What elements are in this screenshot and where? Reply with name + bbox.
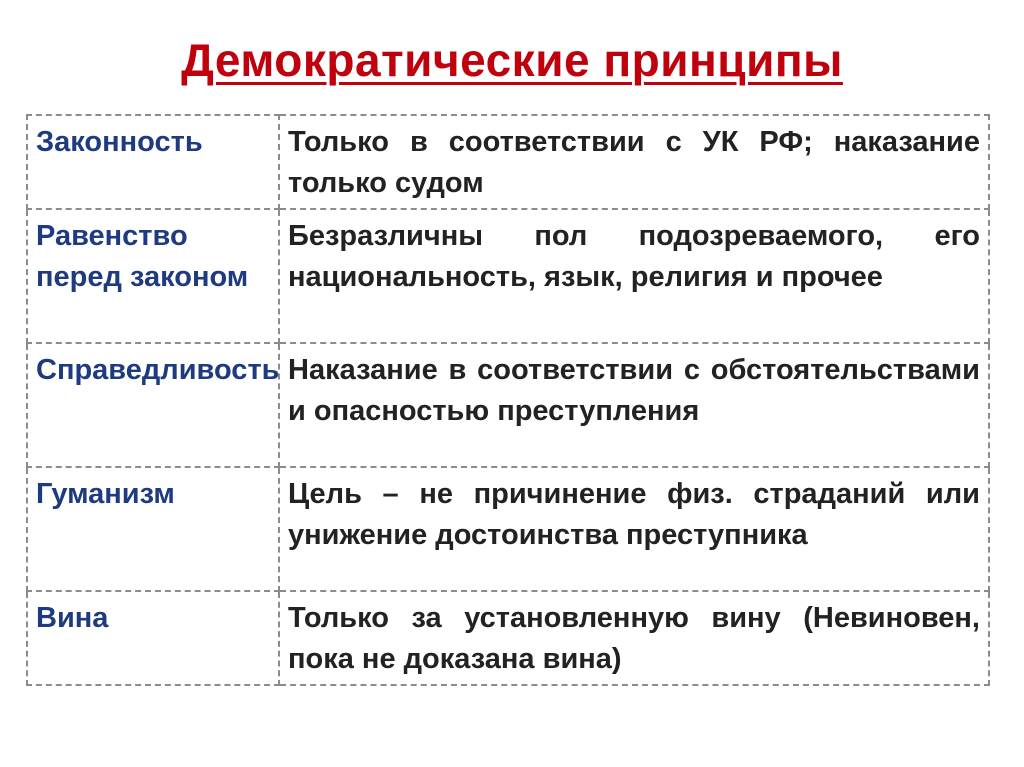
table-row bbox=[27, 591, 989, 685]
table-row bbox=[27, 115, 989, 209]
principles-table bbox=[26, 114, 990, 686]
table-row bbox=[27, 467, 989, 591]
principle-term: Гуманизм bbox=[27, 467, 279, 591]
principle-description: Только за установленную вину (Невиновен, пока не доказана вина) bbox=[279, 591, 989, 685]
principle-description: Только в соответствии с УК РФ; наказание только судом bbox=[279, 115, 989, 209]
principle-term: Равенство перед законом bbox=[27, 209, 279, 343]
principle-description: Наказание в соответствии с обстоятельствами и опасностью преступления bbox=[279, 343, 989, 467]
principle-term: Вина bbox=[27, 591, 279, 685]
table-row bbox=[27, 209, 989, 343]
principle-description: Безразличны пол подозреваемого, его национальность, язык, религия и прочее bbox=[279, 209, 989, 343]
page-title: Демократические принципы bbox=[181, 34, 843, 86]
principle-description: Цель – не причинение физ. страданий или унижение достоинства преступника bbox=[279, 467, 989, 591]
table-row bbox=[27, 343, 989, 467]
principle-term: Законность bbox=[27, 115, 279, 209]
principle-term: Справедливость bbox=[27, 343, 279, 467]
